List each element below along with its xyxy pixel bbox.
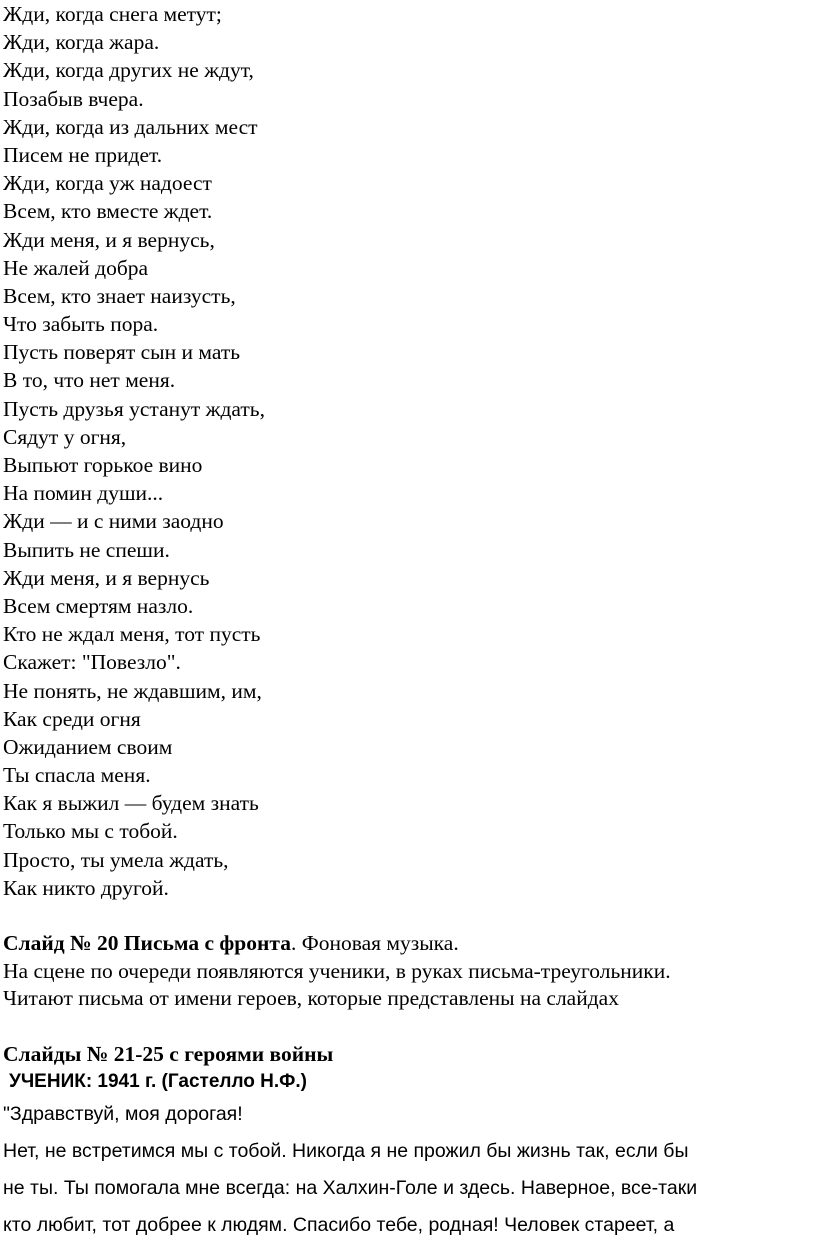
poem-line: Сядут у огня, (3, 424, 127, 449)
poem-line: Выпить не спеши. (3, 537, 170, 562)
slide-20-description: Читают письма от имени героев, которые представлены на слайдах (3, 986, 619, 1010)
poem-line: Пусть поверят сын и мать (3, 340, 241, 365)
slides-21-25-section (3, 1041, 808, 1069)
letter-line: Нет, не встретимся мы с тобой. Никогда я не прожил бы жизнь так, если бы (3, 1140, 689, 1162)
poem-line: Ожиданием своим (3, 734, 173, 759)
poem-line: Жди, когда из дальних мест (3, 114, 258, 139)
poem-line: Писем не придет. (3, 142, 163, 167)
poem-line: Жди, когда других не ждут, (3, 58, 254, 83)
poem-line: Просто, ты умела ждать, (3, 847, 229, 872)
poem-line: Жди, когда снега метут; (3, 2, 222, 26)
poem-line: Жди, когда жара. (3, 30, 160, 55)
poem-line: Не жалей добра (3, 255, 149, 280)
document-page (3, 0, 808, 1244)
paragraph-spacer (3, 902, 808, 930)
poem-line: Кто не ждал меня, тот пусть (3, 622, 261, 647)
letter-text (3, 1096, 808, 1244)
slide-20-description: На сцене по очереди появляются ученики, в руках письма-треугольники. (3, 958, 671, 983)
poem-line: Скажет: "Повезло". (3, 650, 181, 675)
poem-line: Жди, когда уж надоест (3, 171, 212, 196)
slide-20-section (3, 930, 808, 1013)
poem-line: Только мы с тобой. (3, 819, 178, 844)
poem-line: Выпьют горькое вино (3, 453, 203, 477)
letter-line: "Здравствуй, моя дорогая! (3, 1103, 243, 1125)
poem-line: Жди меня, и я вернусь, (3, 227, 215, 252)
poem-line: Всем, кто вместе ждет. (3, 199, 213, 224)
slide-20-title-suffix: . Фоновая музыка. (290, 931, 459, 955)
slides-21-25-title: Слайды № 21-25 с героями войны (3, 1041, 334, 1066)
poem-line: Как среди огня (3, 706, 141, 731)
paragraph-spacer (3, 1013, 808, 1041)
poem-line: Не понять, не ждавшим, им, (3, 678, 262, 703)
letter-line: кто любит, тот добрее к людям. Спасибо тебе, родная! Человек стареет, а (3, 1214, 675, 1236)
poem-line: Как я выжил — будем знать (3, 791, 259, 816)
poem-line: В то, что нет меня. (3, 368, 176, 393)
poem (3, 0, 808, 902)
poem-line: Всем смертям назло. (3, 593, 194, 618)
letter-line: не ты. Ты помогала мне всегда: на Халхин-Голе и здесь. Наверное, все-таки (3, 1177, 698, 1199)
poem-line: Всем, кто знает наизусть, (3, 283, 236, 308)
poem-line: Позабыв вчера. (3, 86, 144, 111)
slide-20-title: Слайд № 20 Письма с фронта (3, 931, 291, 955)
poem-line: Ты спасла меня. (3, 763, 151, 788)
slide-20-heading-line (3, 930, 808, 958)
student-heading: УЧЕНИК: 1941 г. (Гастелло Н.Ф.) (9, 1071, 307, 1092)
poem-line: Как никто другой. (3, 875, 169, 900)
poem-line: Пусть друзья устанут ждать, (3, 396, 265, 421)
poem-line: На помин души... (3, 481, 164, 506)
poem-line: Жди — и с ними заодно (3, 509, 224, 534)
poem-line: Что забыть пора. (3, 312, 159, 337)
poem-line: Жди меня, и я вернусь (3, 565, 210, 590)
